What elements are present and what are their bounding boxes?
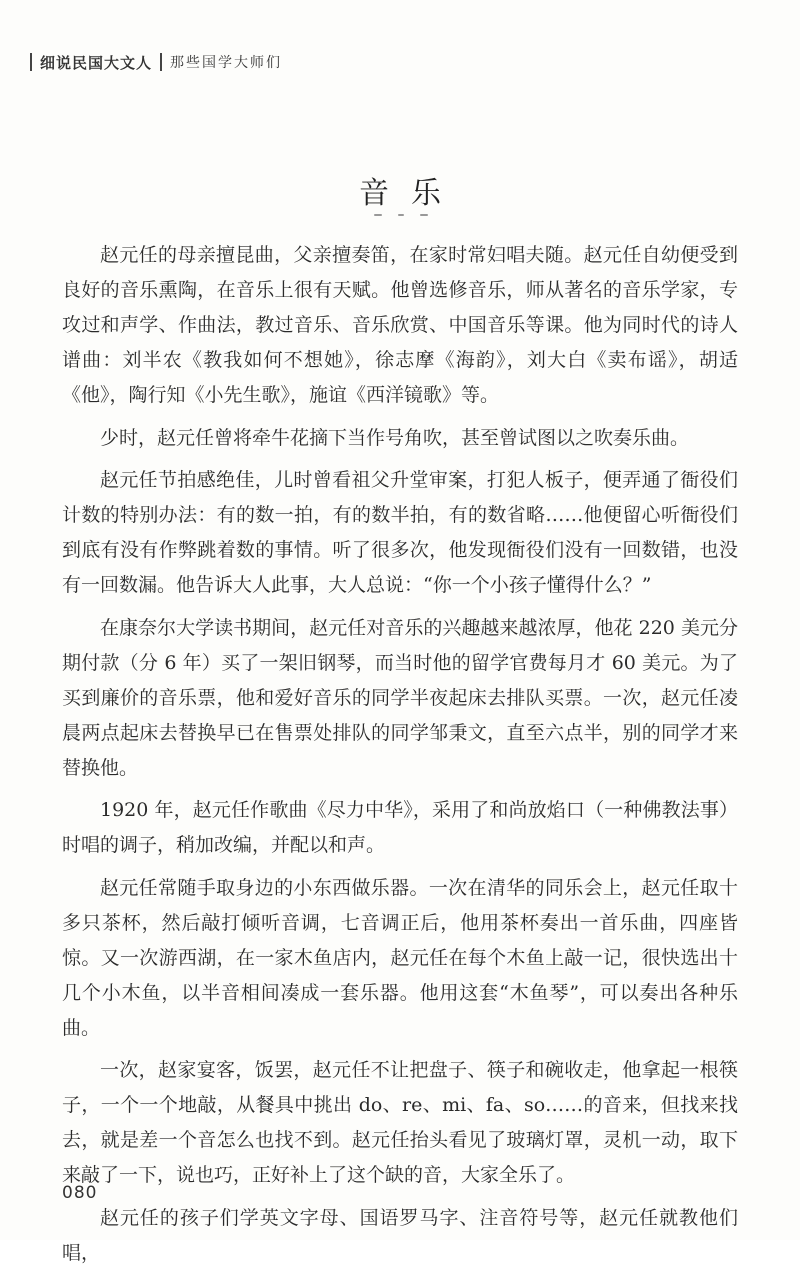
title-ornament <box>368 212 438 220</box>
paragraph: 在康奈尔大学读书期间，赵元任对音乐的兴趣越来越浓厚，他花 220 美元分期付款（分 6 年）买了一架旧钢琴，而当时他的留学官费每月才 60 美元。为了买到廉价的音乐票，他和爱好音乐的同学半夜起床去排队买票。一次，赵元任凌晨两点起床去替换早已在售票处排队的同学邹秉文，直至六点半，别的同学才来替换他。 <box>62 616 738 779</box>
header-divider <box>30 53 32 71</box>
paragraph: 赵元任常随手取身边的小东西做乐器。一次在清华的同乐会上，赵元任取十多只茶杯，然后敲打倾听音调，七音调正后，他用茶杯奏出一首乐曲，四座皆惊。又一次游西湖，在一家木鱼店内，赵元任在每个木鱼上敲一记，很快选出十几个小木鱼，以半音相间凑成一套乐器。他用这套“木鱼琴”，可以奏出各种乐曲。 <box>62 876 738 1039</box>
paragraph: 1920 年，赵元任作歌曲《尽力中华》，采用了和尚放焰口（一种佛教法事）时唱的调子，稍加改编，并配以和声。 <box>62 799 738 856</box>
section-title: 那些国学大师们 <box>170 55 283 71</box>
paragraph: 赵元任的孩子们学英文字母、国语罗马字、注音符号等，赵元任就教他们唱， <box>62 1206 738 1264</box>
body-text <box>62 238 738 1278</box>
paragraph: 赵元任节拍感绝佳，儿时曾看祖父升堂审案，打犯人板子，便弄通了衙役们计数的特别办法：有的数一拍，有的数半拍，有的数省略……他便留心听衙役们到底有没有作弊跳着数的事情。听了很多次，他发现衙役们没有一回数错，也没有一回数漏。他告诉大人此事，大人总说：“你一个小孩子懂得什么？” <box>62 469 738 596</box>
page-number: 080 <box>62 1183 98 1203</box>
paragraph: 一次，赵家宴客，饭罢，赵元任不让把盘子、筷子和碗收走，他拿起一根筷子，一个一个地敲，从餐具中挑出 do、re、mi、fa、so……的音来，但找来找去，就是差一个音怎么也找不到。赵元任抬头看见了玻璃灯罩，灵机一动，取下来敲了一下，说也巧，正好补上了这个缺的音，大家全乐了。 <box>62 1059 738 1186</box>
paragraph: 少时，赵元任曾将牵牛花摘下当作号角吹，甚至曾试图以之吹奏乐曲。 <box>100 426 690 449</box>
book-title: 细说民国大文人 <box>40 53 153 72</box>
chapter-title: 音乐 <box>359 176 463 211</box>
paragraph: 赵元任的母亲擅昆曲，父亲擅奏笛，在家时常妇唱夫随。赵元任自幼便受到良好的音乐熏陶，在音乐上很有天赋。他曾选修音乐，师从著名的音乐学家，专攻过和声学、作曲法，教过音乐、音乐欣赏、中国音乐等课。他为同时代的诗人谱曲：刘半农《教我如何不想她》，徐志摩《海韵》，刘大白《卖布谣》，胡适《他》，陶行知《小先生歌》，施谊《西洋镜歌》等。 <box>62 244 738 406</box>
running-header <box>30 50 282 74</box>
header-divider <box>160 53 162 71</box>
